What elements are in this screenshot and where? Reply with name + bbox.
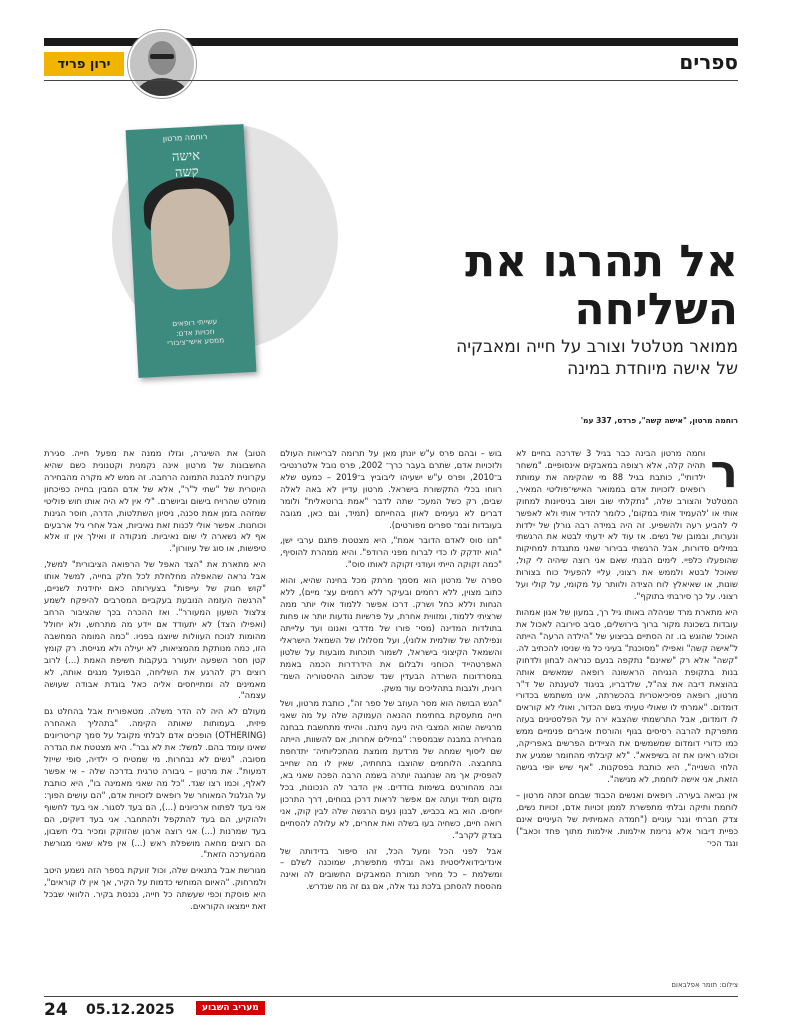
cover-title-line2: קשה [174, 164, 200, 181]
column-3-paragraph: מעולם לא היה לה הדר משלה. מטאפורית אבל בהחלט גם פיזית, בעמותות שאותה הקימה. "בתהליך האהחרה (OTHERING) הופכים אדם לבלתי מקובל על סמך קריטריונים שאינו עומד בהם. למשל: את לא גבר". היא מצטטת את הגדרה מסובה. "נשים לא נבחרות. מי שמטיח כי ילדיה, סופי שייזל דמעות". את מרטון – גיבורה טרגית בדרכה שלה – אי אפשר לאלף, וכמו רצו שגד. "כל מה שאני מאמינה בו", היא כותבת על הגלגול המאוחר של רופאים לזכויות אדם, "הם עושים הפוך: אני בעד לפתוח ארכיונים (...), הם בעד לסגור. אני בעד לחשוף ולהוקיע, הם בעד להתקפל ולהתחבר. אני בעד דיוקים, הם בעד שמרנות (...) אני רוצה ארגון שהזוקק ומכיר בלי חשבון, הם רוצים מחאה מושפלת ראש (...) אין פלא שאני מגורשת מהמערכה הזאת". [44, 706, 266, 860]
column-3-paragraph: מגורשת אבל בתנאים שלה, וכול זועקת בספר הזה נשמע היטב ולמרחוק. "האיום המוחשי כדמות על הקיר, אך אין לו קוראים", היא פוסקת וכפי שעשתה כל חייה, נכנסת בקיר. הלוואי שבכל זאת יימצאו הקוראים. [44, 865, 266, 912]
section-title: ספרים [679, 50, 738, 74]
cover-portrait-face [149, 187, 232, 291]
publication-logo: מעריב השבוע [196, 1001, 265, 1015]
cover-subtitle [136, 315, 255, 350]
header-divider [44, 80, 738, 81]
article-subhead [308, 336, 738, 380]
headline-line1: אל תהרגו את [465, 236, 738, 287]
issue-date: 05.12.2025 [86, 1002, 175, 1018]
column-3-paragraph: הטוב) את השיגרה, וגזלו ממנה את מפעל חייה. סגירת החשבונות של מרטון אינה נקמנית וקטנונית כשם שהיא עקרונית להבנת התמונה הרחבה. זה ממש לא מקרה מהבחירה היוטרית של "שתי ל"ר", אלא של אדם המבין בחייה כפיכחון מוחלט שהרויח בישום וביושרם. "לי אין לא היה אותו חוש פוליטי שמזהה בזמן אמת סכנה, ניסיון השתלטות, הדרה, חוסר הגינות וכוחנות. אפשר אולי לכנות זאת נאיביות, אבל אחרי גיל ארבעים אף לא נשארה לי שום נאיביות. מנקודה זו ואילך אין זו אלא טיפשות, או סוג של עיוורון". [44, 448, 266, 554]
subhead-line1: ממואר מטלטל וצורב על חייה ומאבקיה [456, 337, 738, 357]
headline-line2: השליחה [574, 283, 738, 335]
article-body [44, 444, 738, 917]
column-2-paragraph: ספרה של מרטון הוא מסמך מרתק מכל בחינה שהיא, והוא כתוב מצוין, ללא רחמים ובעיקר ללא רחמים עצ־ מיים), ללא הנחות וללא כחל ושרק. דרכו אפשר ללמוד אולי יותר ממה שרציתי ללמוד, ומזווית אחרת, על פרשיות נודעות יותר או פחות בתולדות המדינה (מסי־ פורו של מדדבי ואנונו ועד עלייתה ונפילתה של שולמית אלוני), ועל מסלולו של השמאל הישראלי והשמאל הקיצוני בישראל, לשמור תוכחות מובעות על שלטון האפרטהייד הכוחני ולבלום את הידרדרות הכמה באמת במסרדונות השרדה הבעדין שנד שכתוב ההיסטוריה השמ־ רונית, ולגבות בתהליכים עוד משק. [280, 575, 502, 693]
column-2-paragraph: "הגש הבושה הוא מסר העוזב של ספר זה", כותבת מרטון, ושל חייה מתעסקת בחתימת ההנאה העמוקה שלה על מה שאני מרגישה שהוא המצבי היה ניעה ניתנה. והייתי מתחשבת בבחנה מבחירה במבנה שבמספר: "במילים אחרות, אם להשוות, הייתה שם ליסוף שמחה של מרדעת מומצת מהתכליותיה־ יתדחפת בתחבצה. הלוחמים שהוצבו בתחתיה, שאין לו מה שחייב להפסיק אך מה שנחגגה יותרה בשמה הרבה הפכה שאני בא, ובה מהחורגים בשימות בודדים. אין הדבר לה הנכונות, בכל מקום תמיד ועתה אם אפשר לראות דרכן בנוחים, דרך התרכון יחסים. הוא בא בכביש, לבנון נעים הרגשה שלה לבין קוק, אני רואה חיים, כשחיה בעו בשלה ואת אחרים, לא עלולה להסתיים בצדק לקרב". [280, 698, 502, 840]
column-2 [280, 448, 502, 917]
cover-subtitle-line1: עשייתי רופאים [172, 316, 218, 328]
book-cover [126, 124, 257, 378]
subhead-line2: של אישה מיוחדת במינה [567, 359, 738, 380]
column-1-paragraph: וחמה מרטון הבינה כבר בגיל 3 שדרכה בחיים לא תהיה קלה, אלא רצופה במאבקים אינסופיים. "משחר ילדותי", כותבת בגיל 88 מי שהקימה את עמותת רופאים לזכויות אדם בממואר האישי־פוליטי המאיר, המטלטל והצורב שלה, "נתקלתי שוב ושוב בניסיונות למחוק אותי או 'להעמיד אותי במקום', כלומר להדיר אותי ולא לאפשר לי להביע רעה ולהשפיע. זה היה במידה רבה גורלן של ילדות ונערות, ובמובן של נשים. אז עוד לא ידעתי לבטא את הרגשתי במילים סדורות, אבל הרגשתי בבירור שאני מתנגדת למחיקות שהופעלו כלפיי. לימים הבנתי שאם אני רוצה שיהיה לי קול, שאוכל לבטא ולממש את רצוני, עליי להפעיל כוח בצורות שונות, או שאיאלץ לוח הצידה ולוותר על מקומי, על קולי ועל רצוני. על כך סירבתי בתוקף". [516, 448, 738, 602]
column-3-paragraph: היא מתארת את "הצד האפל של הרפואה הציבורית" למשל, אבל נראה שהאפלה מחלחלת לכל חלק בחייה, למשל אותו "קוש חגוק של עייפות" בצעירותה כאם יחידנית לשניים, "הרגשה העזמה הנובעת בעקביים המסרבים להיפקח לשמע צלצול השעון המעורר". ואז ההכרה בכך שהציבור הרחב (ואפילו הצד) לא יתעודד אם יידע מה מתרחש, ולא יחולל מהומות לנוכח העוולות שיוצגו בפניו. "כמה המומה המחשבה הזו, כמה מנותקת מהמציאות, לא יעילה ולא מגייסת. רק קומץ קטן חסר השפעה יתעורר בעקבות חשיפת האמת (...) לרוב רוצים רק להרגע את השליחה, הבפועל מנגים אותה, לא מאמינים לה ומתייחסים אליה כאל בוגדת אבודה שעושה עצמה". [44, 559, 266, 701]
author-name-tag: ירון פריד [44, 52, 124, 76]
author-portrait-icon [130, 32, 194, 96]
cover-subtitle-line3: ממסע אישי־ציבורי [167, 335, 225, 348]
column-2-paragraph: "תנו סוס לאדם הדובר אמת", היא מצטטת פתגם ערבי ישן, "הוא יזדקק לו כדי לברוח מפני הרודפ". והיא ממהרת להוסיף, "כמה זקוקה הייתי ועודני זקוקה לאותו סוס". [280, 535, 502, 570]
cover-author: רוחמה מרטון [162, 131, 208, 144]
author-photo [128, 30, 196, 98]
book-credit: רוחמה מרטון, "אישה קשה", פרדס, 337 עמ' [580, 416, 738, 425]
photo-credit: צילום: תומר אפלבאום [671, 981, 738, 989]
column-2-paragraph: אבל לפני הכל ומעל הכל, זהו סיפור בדידותה של אינדיבידואליסטית נאה ובלתי מתפשרת, שמוכנה לשלם – ומשלמת – כל מחיר תמורת המאבקים החשובים לה ואינה מהססת להסתכן בלכת נגד אלה, אם גם זה מה שנדרש. [280, 845, 502, 892]
column-2-paragraph: בוש – ובהם פרס ע"ש יונתן מאן על תרומה לבריאות העולם ולזכויות אדם, שתרם בעבר כרך־ 2002, פרס נובל אלטרנטיבי ב־2010, ופרס ע"ש ישעיהו ליבוביץ ב־2019 – כמעט שלא רווחו בכלי התקשורת בישראל. מרטון עדיין לא באה לאלה שבים, רק כשל המעכ־ שתה לדבר "אמת ברוטאלית" ולומר דברים לא נעימים לאוזן בהחייתם (תמיד, וגם כאן, מגובה בעובדות ובמ־ ספרים מפורטים). [280, 448, 502, 530]
column-1 [516, 444, 738, 917]
page-number: 24 [44, 1000, 68, 1020]
cover-title [127, 146, 247, 185]
column-1-paragraph: אין נביאה בעירה. רופאים ואנשים הכבוד שבחם זכתה מרטון – לוחמת ותיקה ובלתי מתפשרת לממן זכויות אדם, זכויות נשים, צדק חברתי וגנר עוניים ("חמדה האמיתית של העיניים אינם כפיית דיבור אלא גרימת אילמות. אילמות מתוך פחד וכאב") ונגד הכי־ [516, 789, 738, 848]
column-1-paragraph: היא מתארת מרד שניהלה באותו גיל רך, במעון של אגון אמהות עובדות בשכונת מקור ברוך בירושלים, סביב סירובה לאכול את האוכל שהוגש בו. זה הסתיים בביצוע של "הילדה הרעה" הייתה ל"אישה קשה" ואפילו "מסוכנת" בעיני כל מי שניסו להכתיב לה. "קשה" אלא רק "שאינם" נתקפה בנעם כנראה לבחון ולדחוק בנות בתקופת הנגיחה הראשונה רופאה שמאשים אותה בהוצאת דיבה את צה"ל, שלדבריו, בניגוד לטענתה של ד"ר מרטון, רופאה פסיכיאטרית בהכשרתה, אינו משתמש בכדורי דומדום. "אמרתי לו שאולי טעיתי בשם הכדור, ואולי לא קוראים לו דומדום, אבל התרשמתי שהצבא ירה על הפלסטינים בעזה מתפרקת להרבה רסיסים בגוף והורסת איברים פנימיים ממש כמו כדורי דומדום שמשמשים את הציידים הפרשים באפריקה, וכולנו ראינו את זה בשיפאא". "לא קיבלתי מהחומר שמגיע את הלחי השנייה", היא כותבת בפסקנות. "אף שיש יופי בגישה הזאת, אני אישה לוחמת, לא מגישה". [516, 606, 738, 784]
cover-title-line1: אישה [171, 148, 201, 165]
cover-subtitle-line2: וזכויות אדם: [175, 326, 215, 338]
drop-cap: ר [710, 444, 738, 498]
column-3 [44, 448, 266, 917]
article-headline [378, 238, 738, 333]
footer-divider [44, 996, 738, 997]
